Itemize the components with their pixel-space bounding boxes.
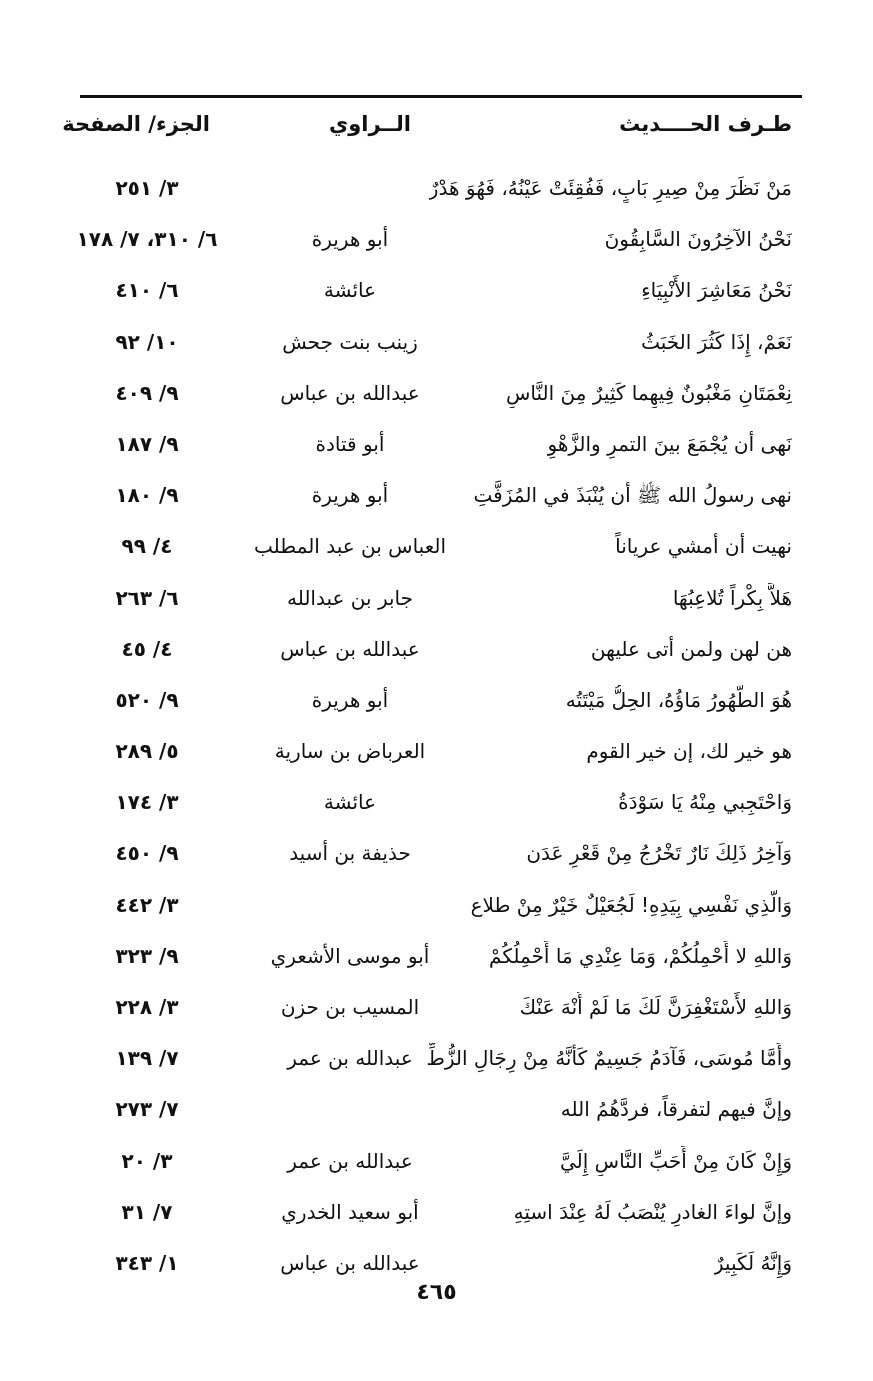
hadith-text: وَإِنْ كَانَ مِنْ أَحَبِّ النَّاسِ إِلَيَّ: [559, 1148, 792, 1173]
index-table: [76, 163, 802, 1289]
volume-page: ٦/ ٢٦٣: [115, 585, 179, 610]
narrator-name: المسيب بن حزن: [280, 995, 420, 1019]
volume-page: ٩/ ٥٢٠: [115, 687, 179, 712]
table-row: [80, 828, 802, 879]
narrator-name: أبو هريرة: [311, 687, 389, 712]
table-row: [80, 880, 802, 931]
hadith-text: وأَمَّا مُوسَى، فَآدَمُ جَسِيمٌ كَأَنَّهُ مِنْ رِجَالِ الزُّطِّ: [426, 1046, 792, 1071]
header-narrator: الــراوي: [328, 112, 411, 136]
hadith-text: وَإِنَّهُ لَكَبِيرٌ: [713, 1250, 792, 1275]
table-row: [80, 675, 802, 726]
hadith-text: وَاللهِ لا أَحْمِلُكُمْ، وَمَا عِنْدِي مَا أَحْمِلُكُمْ: [489, 943, 792, 968]
hadith-text: هَلاَّ بِكْراً تُلاعِبُهَا: [672, 585, 792, 610]
hadith-text: نَعَمْ، إِذَا كَثُرَ الخَبَثُ: [641, 329, 792, 354]
table-row: [80, 265, 802, 316]
hadith-text: وَاحْتَجِبي مِنْهُ يَا سَوْدَةُ: [618, 790, 792, 815]
narrator-name: حذيفة بن أسيد: [289, 841, 411, 866]
volume-page: ٣/ ٤٤٢: [115, 892, 179, 917]
table-row: [80, 470, 802, 521]
narrator-name: عائشة: [323, 278, 377, 303]
hadith-text: هن لهن ولمن أتى عليهن: [590, 636, 792, 661]
volume-page: ١٠/ ٩٢: [115, 329, 179, 354]
volume-page: ٣/ ١٧٤: [115, 790, 179, 815]
header-volume-page: الجزء/ الصفحة: [62, 112, 210, 136]
hadith-text: نَحْنُ مَعَاشِرَ الأَنْبِيَاءِ: [641, 278, 792, 303]
top-rule: [80, 95, 802, 98]
table-row: [80, 368, 802, 419]
table-row: [80, 982, 802, 1033]
header-hadith: طـرف الحــــديث: [619, 112, 792, 136]
hadith-text: وإنَّ لواءَ الغادرِ يُنْصَبُ لَهُ عِنْدَ استِهِ: [513, 1199, 792, 1224]
hadith-text: هو خير لك، إن خير القوم: [586, 739, 792, 764]
narrator-name: زينب بنت جحش: [282, 329, 418, 354]
narrator-name: عبدالله بن عباس: [280, 1250, 420, 1275]
narrator-name: أبو سعيد الخدري: [281, 1199, 419, 1224]
table-row: [80, 1033, 802, 1084]
narrator-name: أبو قتادة: [315, 431, 385, 456]
narrator-name: العرباض بن سارية: [274, 739, 426, 764]
narrator-name: عائشة: [323, 790, 377, 815]
narrator-name: جابر بن عبدالله: [286, 585, 414, 610]
narrator-name: عبدالله بن عباس: [280, 636, 420, 661]
table-row: [80, 573, 802, 624]
table-row: [80, 1084, 802, 1135]
table-row: [80, 931, 802, 982]
hadith-text: نهى رسولُ الله ﷺ أن يُنْبَذَ في المُزَفَّتِ: [473, 483, 792, 508]
volume-page: ٧/ ١٣٩: [115, 1046, 179, 1071]
hadith-text: مَنْ نَظَرَ مِنْ صِيرِ بَابٍ، فَفُقِئَتْ عَيْنُهُ، فَهُوَ هَدْرٌ: [428, 176, 792, 200]
narrator-name: عبدالله بن عباس: [280, 380, 420, 405]
hadith-text: هُوَ الطَّهُورُ مَاؤُهُ، الحِلُّ مَيْتَتُه: [565, 687, 792, 712]
volume-page: ٦/ ٣١٠، ٧/ ١٧٨: [76, 227, 218, 252]
volume-page: ٣/ ٢٢٨: [115, 995, 179, 1019]
volume-page: ٣/ ٢٠: [121, 1148, 173, 1173]
table-row: [80, 317, 802, 368]
hadith-text: وَالَّذِي نَفْسِي بِيَدِهِ! لَجُعَيْلٌ خَيْرٌ مِنْ طلاع: [470, 892, 792, 917]
volume-page: ٩/ ٣٢٣: [115, 943, 179, 968]
volume-page: ٩/ ١٨٧: [115, 431, 179, 456]
hadith-text: وإنَّ فيهم لتفرقاً، فردَّهُمُ الله: [560, 1097, 792, 1122]
table-row: [80, 777, 802, 828]
narrator-name: عبدالله بن عمر: [287, 1148, 413, 1173]
table-row: [76, 214, 802, 265]
hadith-text: وَآخِرُ ذَلِكَ نَارٌ تَخْرُجُ مِنْ قَعْرِ عَدَن: [526, 841, 792, 866]
volume-page: ٤/ ٩٩: [121, 534, 173, 559]
narrator-name: العباس بن عبد المطلب: [253, 534, 447, 559]
volume-page: ٩/ ٤٠٩: [115, 380, 179, 405]
hadith-text: نَحْنُ الآخِرُونَ السَّابِقُونَ: [604, 227, 792, 252]
table-row: [80, 726, 802, 777]
volume-page: ٥/ ٢٨٩: [115, 739, 179, 764]
hadith-text: نِعْمَتَانِ مَغْبُونٌ فِيهِما كَثِيرٌ مِنَ النَّاسِ: [505, 380, 792, 405]
volume-page: ٤/ ٤٥: [121, 636, 173, 661]
table-row: [80, 163, 802, 214]
volume-page: ١/ ٣٤٣: [115, 1250, 179, 1275]
hadith-text: نَهى أن يُجْمَعَ بينَ التمرِ والزَّهْوِ: [547, 431, 792, 456]
narrator-name: عبدالله بن عمر: [287, 1046, 413, 1071]
volume-page: ٧/ ٢٧٣: [115, 1097, 179, 1122]
hadith-text: وَاللهِ لأَسْتَغْفِرَنَّ لَكَ مَا لَمْ أُنْهَ عَنْكَ: [519, 995, 792, 1019]
volume-page: ٩/ ٤٥٠: [115, 841, 179, 866]
table-row: [80, 419, 802, 470]
table-row: [80, 1136, 802, 1187]
volume-page: ٩/ ١٨٠: [115, 483, 179, 508]
volume-page: ٣/ ٢٥١: [115, 176, 179, 200]
narrator-name: أبو هريرة: [311, 227, 389, 252]
narrator-name: أبو موسى الأشعري: [270, 943, 430, 968]
table-row: [80, 624, 802, 675]
volume-page: ٦/ ٤١٠: [115, 278, 179, 303]
narrator-name: أبو هريرة: [311, 483, 389, 508]
volume-page: ٧/ ٣١: [121, 1199, 173, 1224]
hadith-text: نهيت أن أمشي عرياناً: [615, 534, 792, 559]
table-header: [62, 112, 802, 152]
table-row: [80, 521, 802, 572]
page-number: ٤٦٥: [416, 1280, 457, 1305]
table-row: [80, 1187, 802, 1238]
